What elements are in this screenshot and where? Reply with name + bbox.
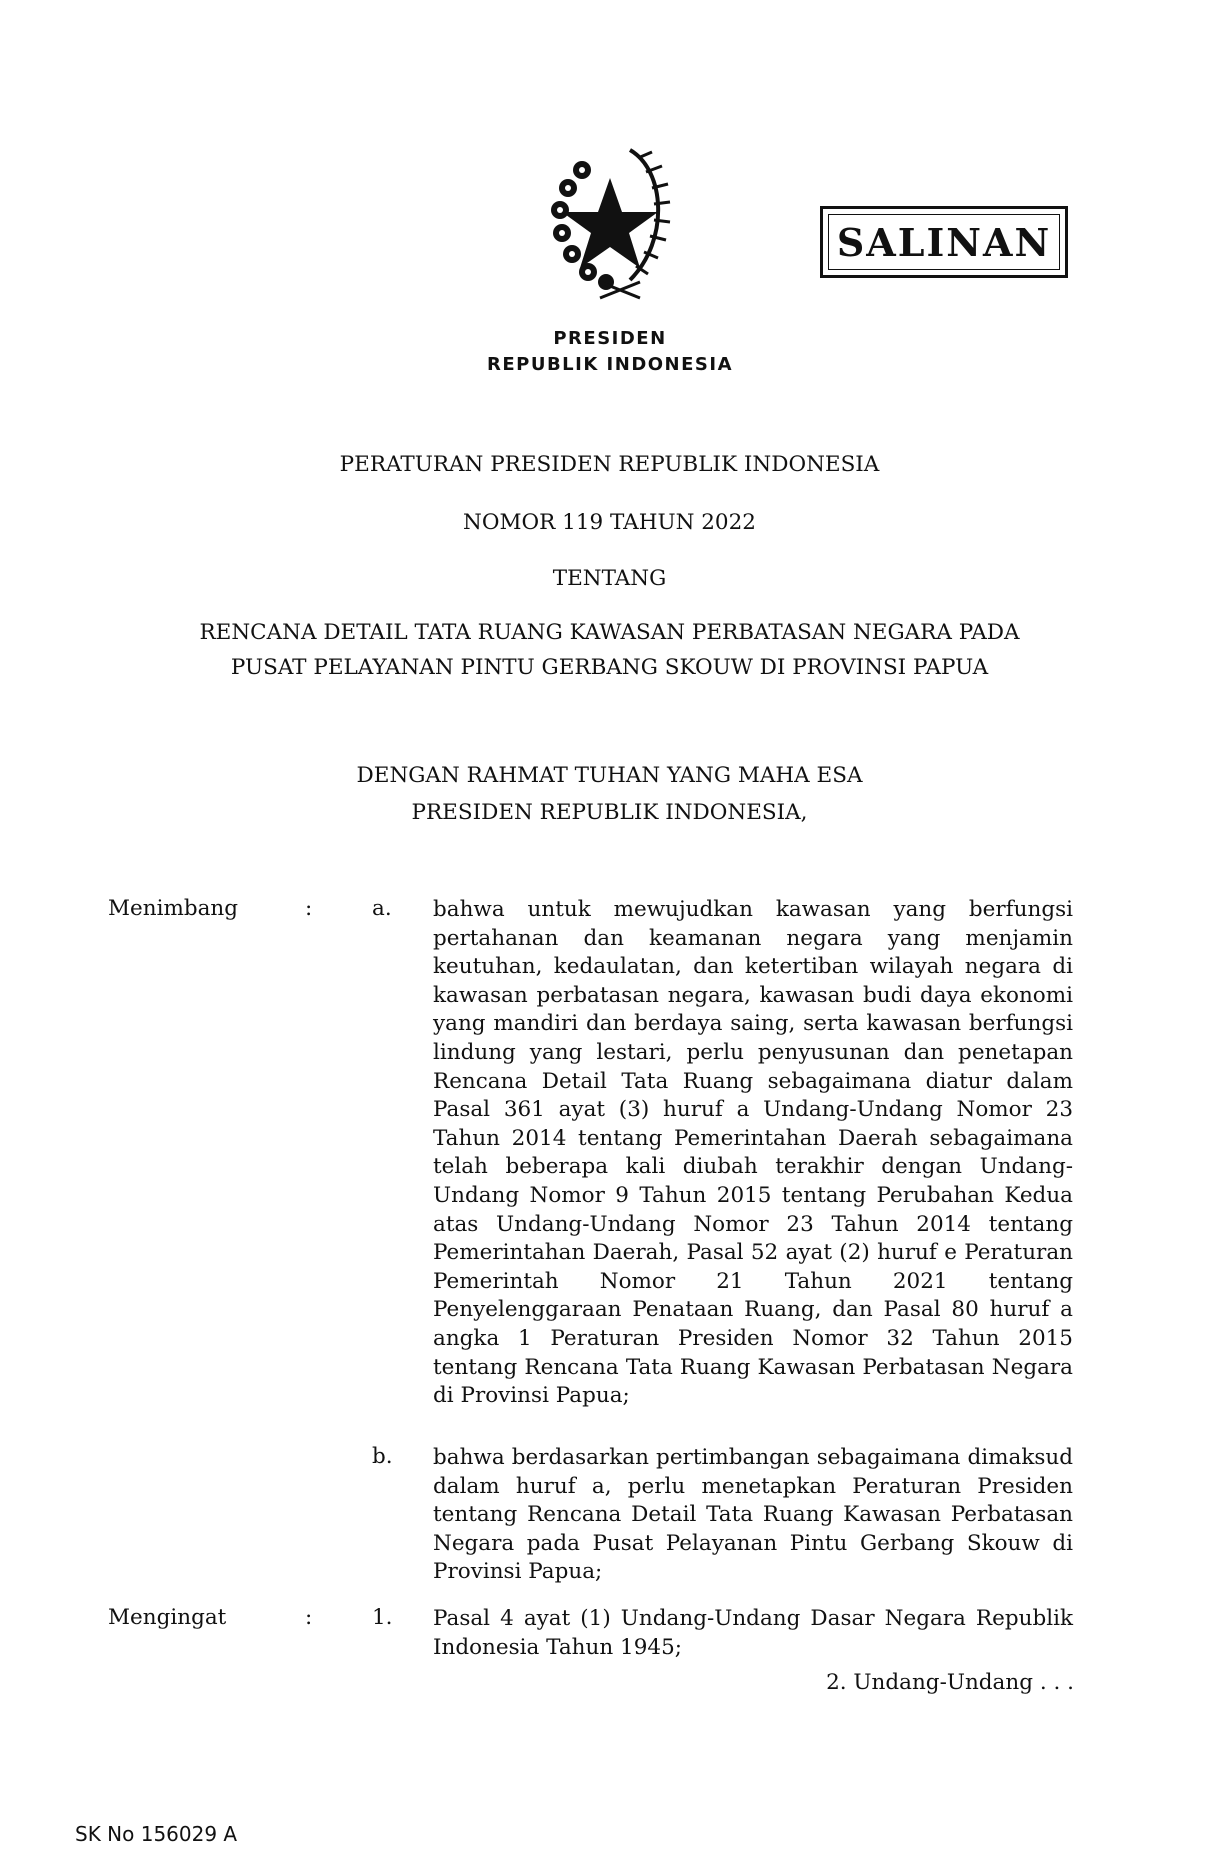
menimbang-item-b-text: bahwa berdasarkan pertimbangan sebagaimana dimaksud dalam huruf a, perlu menetapkan Peraturan Presiden tentang Rencana Detail Tata Ruang Kawasan Perbatasan Negara pada Pusat Pelayanan Pintu Gerbang Skouw di Provinsi Papua;: [433, 1445, 1073, 1585]
regulation-subject-line2: PUSAT PELAYANAN PINTU GERBANG SKOUW DI PROVINSI PAPUA: [230, 655, 989, 680]
menimbang-item-b-marker: b.: [372, 1444, 393, 1469]
mengingat-colon: :: [305, 1605, 313, 1630]
sk-number: SK No 156029 A: [75, 1822, 238, 1846]
institution-line1: PRESIDEN: [553, 328, 667, 349]
institution-line2: REPUBLIK INDONESIA: [486, 354, 734, 375]
salinan-text: SALINAN: [836, 219, 1052, 265]
regulation-number: NOMOR 119 TAHUN 2022: [463, 510, 756, 535]
preamble-line1: DENGAN RAHMAT TUHAN YANG MAHA ESA: [356, 763, 863, 788]
mengingat-label: Mengingat: [108, 1605, 227, 1630]
mengingat-item-1-text: Pasal 4 ayat (1) Undang-Undang Dasar Negara Republik Indonesia Tahun 1945;: [433, 1606, 1073, 1660]
regulation-subject-line1: RENCANA DETAIL TATA RUANG KAWASAN PERBATASAN NEGARA PADA: [199, 620, 1020, 645]
preamble-line2: PRESIDEN REPUBLIK INDONESIA,: [411, 800, 808, 825]
menimbang-label: Menimbang: [108, 896, 239, 921]
regulation-about: TENTANG: [552, 566, 667, 591]
regulation-title: PERATURAN PRESIDEN REPUBLIK INDONESIA: [339, 452, 880, 477]
mengingat-item-1-marker: 1.: [372, 1605, 393, 1630]
menimbang-item-a-marker: a.: [372, 896, 392, 921]
continuation-note: 2. Undang-Undang . . .: [826, 1670, 1074, 1695]
menimbang-colon: :: [305, 896, 313, 921]
menimbang-item-a-text: bahwa untuk mewujudkan kawasan yang berfungsi pertahanan dan keamanan negara yang menjamin keutuhan, kedaulatan, dan ketertiban wilayah negara di kawasan perbatasan negara, kawasan budi daya ekonomi yang mandiri dan berdaya saing, serta kawasan berfungsi lindung yang lestari, perlu penyusunan dan penetapan Rencana Detail Tata Ruang sebagaimana diatur dalam Pasal 361 ayat (3) huruf a Undang-Undang Nomor 23 Tahun 2014 tentang Pemerintahan Daerah sebagaimana telah beberapa kali diubah terakhir dengan Undang-Undang Nomor 9 Tahun 2015 tentang Perubahan Kedua atas Undang-Undang Nomor 23 Tahun 2014 tentang Pemerintahan Daerah, Pasal 52 ayat (2) huruf e Peraturan Pemerintah Nomor 21 Tahun 2021 tentang Penyelenggaraan Penataan Ruang, dan Pasal 80 huruf a angka 1 Peraturan Presiden Nomor 32 Tahun 2015 tentang Rencana Tata Ruang Kawasan Perbatasan Negara di Provinsi Papua;: [433, 897, 1073, 1409]
garuda-star-emblem-icon: [530, 130, 690, 310]
salinan-stamp: [820, 206, 1068, 278]
